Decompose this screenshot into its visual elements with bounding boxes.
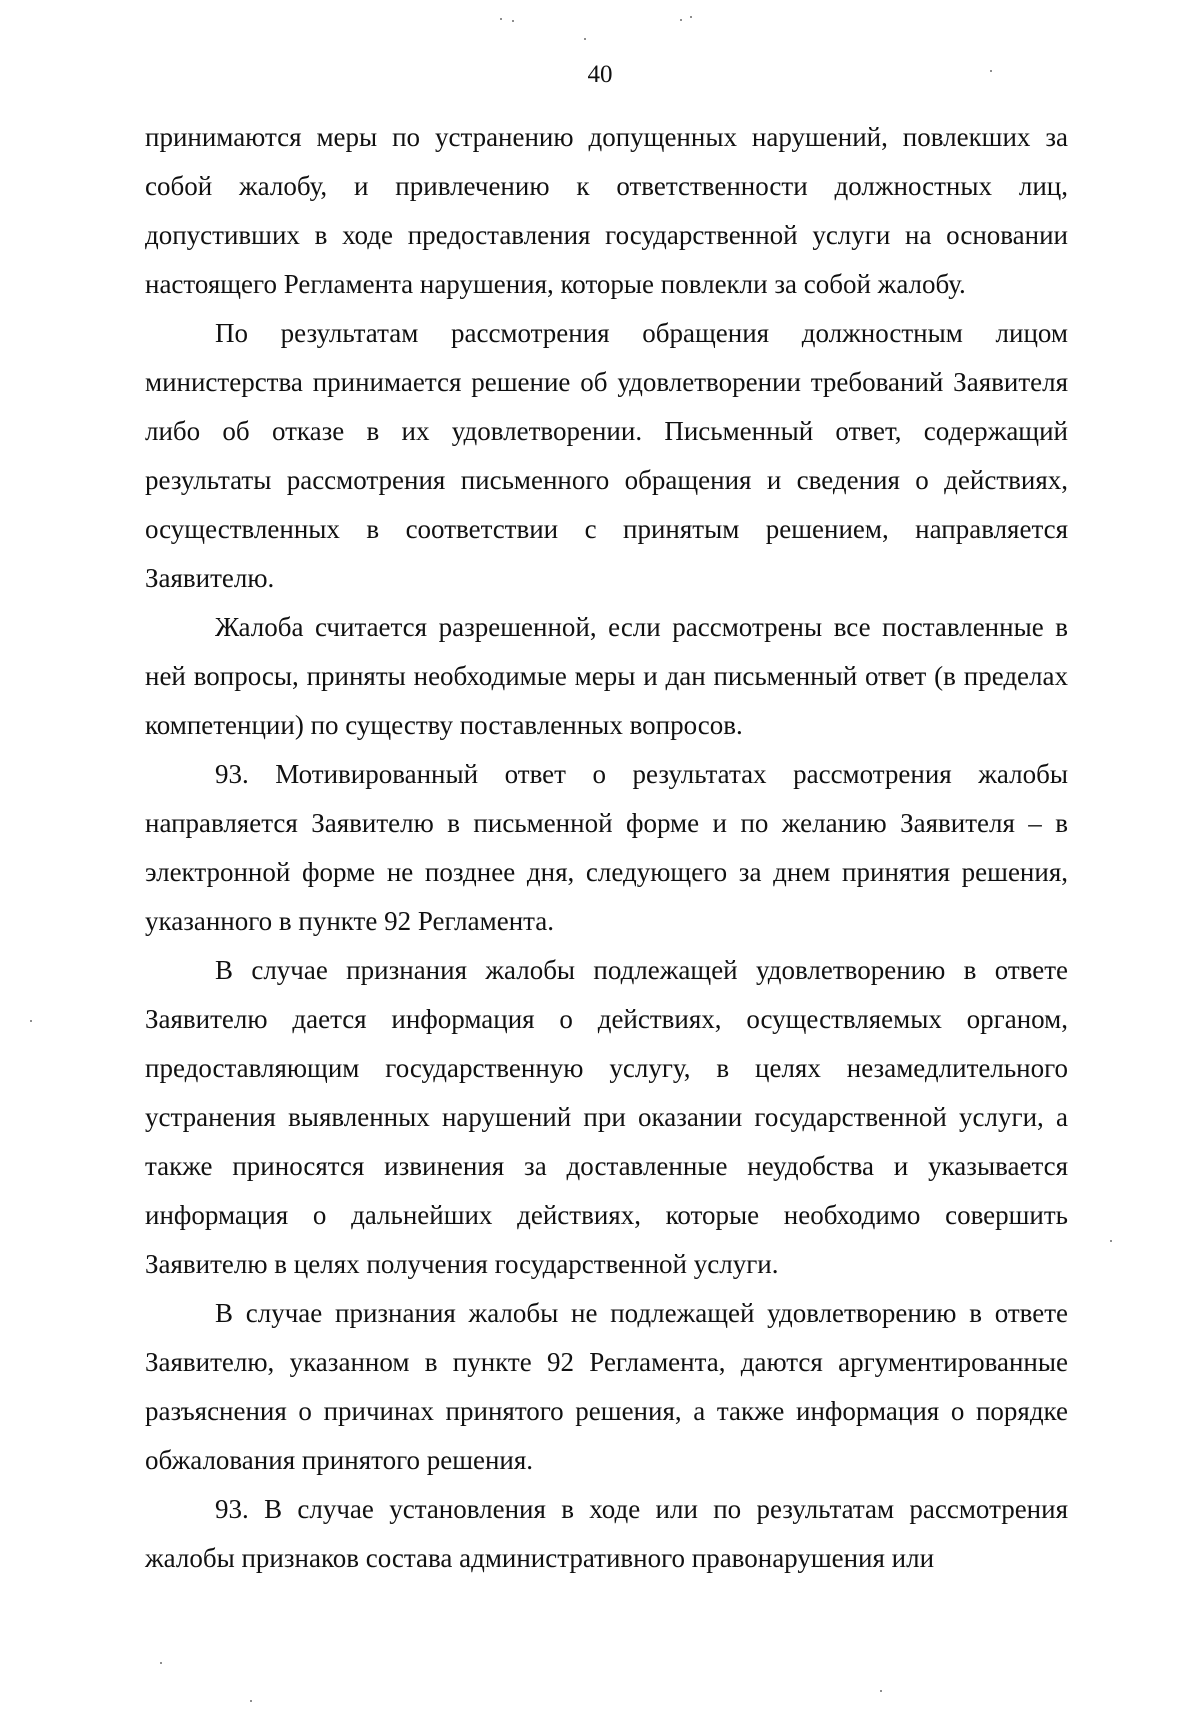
scan-speck bbox=[512, 20, 514, 22]
paragraph-93-reasoned-answer: 93. Мотивированный ответ о результатах рассмотрения жалобы направляется Заявителю в письменной форме и по желанию Заявителя – в электронной форме не позднее дня, следующего за днем принятия решения, указанного в пункте 92 Регламента. bbox=[145, 759, 1068, 936]
scan-speck bbox=[880, 1690, 882, 1692]
paragraph-continuation: принимаются меры по устранению допущенных нарушений, повлекших за собой жалобу, и привлечению к ответственности должностных лиц, допустивших в ходе предоставления государственной услуги на основании настоящего Регламента нарушения, которые повлекли за собой жалобу. bbox=[145, 122, 1068, 299]
scan-speck bbox=[500, 18, 502, 20]
scan-speck bbox=[160, 1662, 162, 1664]
page-number: 40 bbox=[587, 61, 613, 88]
scan-speck bbox=[30, 1020, 32, 1022]
scan-speck bbox=[584, 38, 586, 40]
paragraph-complaint-resolved: Жалоба считается разрешенной, если рассмотрены все поставленные в ней вопросы, приняты необходимые меры и дан письменный ответ (в пределах компетенции) по существу поставленных вопросов. bbox=[145, 612, 1068, 740]
scan-speck bbox=[690, 16, 692, 18]
paragraph-complaint-satisfied: В случае признания жалобы подлежащей удовлетворению в ответе Заявителю дается информация о действиях, осуществляемых органом, предоставляющим государственную услугу, в целях незамедлительного устранения выявленных нарушений при оказании государственной услуги, а также приносятся извинения за доставленные неудобства и указывается информация о дальнейших действиях, которые необходимо совершить Заявителю в целях получения государственной услуги. bbox=[145, 955, 1068, 1279]
paragraph-review-results: По результатам рассмотрения обращения должностным лицом министерства принимается решение об удовлетворении требований Заявителя либо об отказе в их удовлетворении. Письменный ответ, содержащий результаты рассмотрения письменного обращения и сведения о действиях, осуществленных в соответствии с принятым решением, направляется Заявителю. bbox=[145, 318, 1068, 593]
paragraph-complaint-rejected: В случае признания жалобы не подлежащей удовлетворению в ответе Заявителю, указанном в пункте 92 Регламента, даются аргументированные разъяснения о причинах принятого решения, а также информация о порядке обжалования принятого решения. bbox=[145, 1298, 1068, 1475]
scan-speck bbox=[250, 1700, 252, 1702]
scan-speck bbox=[1110, 1240, 1112, 1242]
document-body bbox=[145, 113, 1068, 1583]
scan-speck bbox=[680, 19, 682, 21]
paragraph-93-violation-signs: 93. В случае установления в ходе или по результатам рассмотрения жалобы признаков состава административного правонарушения или bbox=[145, 1494, 1068, 1573]
scan-speck bbox=[990, 70, 992, 72]
